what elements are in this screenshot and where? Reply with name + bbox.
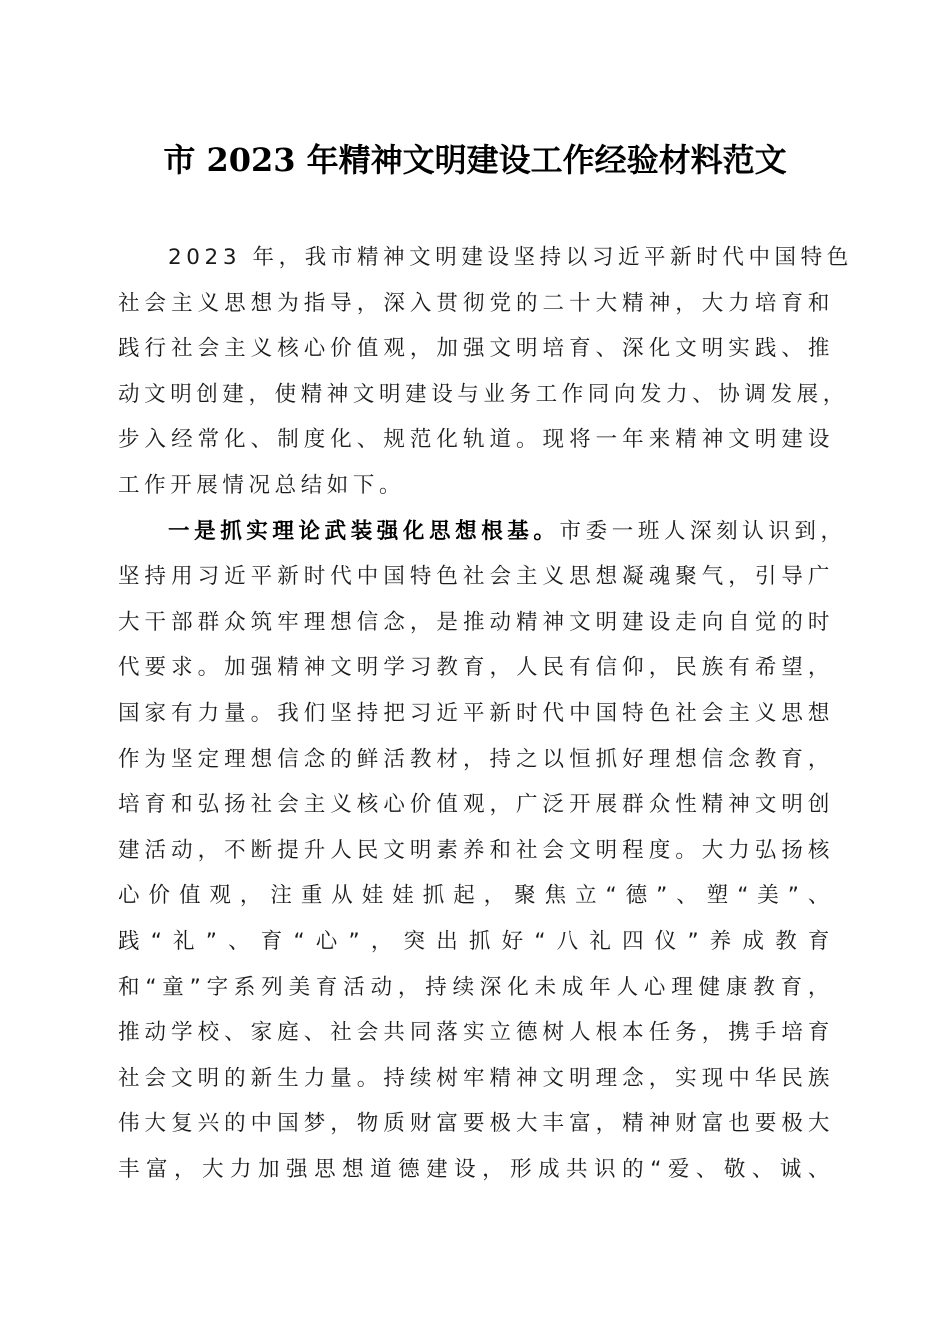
text-line: 建活动，不断提升人民文明素养和社会文明程度。大力弘扬核: [118, 837, 834, 863]
text-line: 践行社会主义核心价值观，加强文明培育、深化文明实践、推: [118, 336, 834, 362]
text-line: 工作开展情况总结如下。: [118, 472, 406, 498]
text-line: 培育和弘扬社会主义核心价值观，广泛开展群众性精神文明创: [118, 792, 834, 818]
paragraph-theory-armament: [118, 509, 847, 1193]
text-line: 和“童”字系列美育活动，持续深化未成年人心理健康教育，: [118, 974, 834, 1000]
text-line: 社会主义思想为指导，深入贯彻党的二十大精神，大力培育和: [118, 290, 834, 316]
paragraph-lead-heading: 一是抓实理论武装强化思想根基。: [168, 518, 560, 544]
text-fragment: 市委一班人深刻认识到，: [559, 518, 847, 544]
text-line: [118, 509, 847, 555]
document-title: 市 2023 年精神文明建设工作经验材料范文: [163, 141, 787, 179]
text-line: 代要求。加强精神文明学习教育，人民有信仰，民族有希望，: [118, 655, 834, 681]
text-line: 国家有力量。我们坚持把习近平新时代中国特色社会主义思想: [118, 700, 834, 726]
text-line: 伟大复兴的中国梦，物质财富要极大丰富，精神财富也要极大: [118, 1111, 834, 1137]
paragraph-intro: [118, 235, 853, 509]
text-line: 社会文明的新生力量。持续树牢精神文明理念，实现中华民族: [118, 1065, 834, 1091]
text-line: 心价值观，注重从娃娃抓起，聚焦立“德”、塑“美”、: [118, 883, 834, 909]
text-line: 步入经常化、制度化、规范化轨道。现将一年来精神文明建设: [118, 427, 834, 453]
text-line: 坚持用习近平新时代中国特色社会主义思想凝魂聚气，引导广: [118, 564, 834, 590]
text-line: 2023 年，我市精神文明建设坚持以习近平新时代中国特色: [168, 245, 853, 270]
text-line: 推动学校、家庭、社会共同落实立德树人根本任务，携手培育: [118, 1020, 834, 1046]
text-line: 作为坚定理想信念的鲜活教材，持之以恒抓好理想信念教育，: [118, 746, 834, 772]
text-line: 大干部群众筑牢理想信念，是推动精神文明建设走向自觉的时: [118, 609, 834, 635]
text-line: 丰富，大力加强思想道德建设，形成共识的“爱、敬、诚、: [118, 1156, 834, 1182]
text-line: 践“礼”、育“心”，突出抓好“八礼四仪”养成教育: [118, 928, 834, 954]
text-line: 动文明创建，使精神文明建设与业务工作同向发力、协调发展，: [118, 381, 849, 407]
document-body: [118, 235, 853, 1192]
